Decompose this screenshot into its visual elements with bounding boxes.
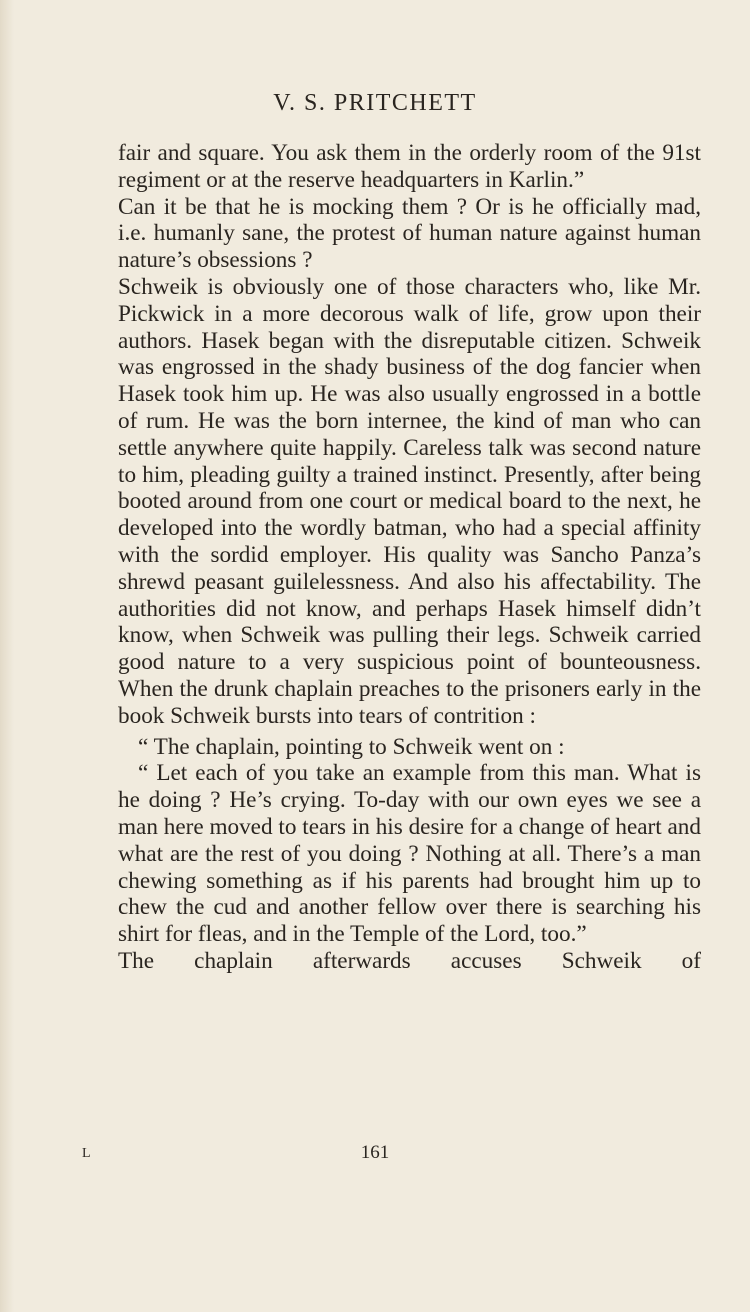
page-edge bbox=[0, 0, 14, 1312]
continuation-line: The chaplain afterwards accuses Schweik of bbox=[118, 947, 701, 974]
page-number: 161 bbox=[360, 1142, 390, 1163]
paragraph-3: Schweik is obviously one of those characters who, like Mr. Pickwick in a more decorous walk of life, grow upon their authors. Hasek began with the disreputable citizen. Schweik was engrossed in the shady business of the dog fancier when Hasek took him up. He was also usually engrossed in a bottle of rum. He was the born internee, the kind of man who can settle anywhere quite happily. Careless talk was second nature to him, pleading guilty a trained instinct. Presently, after being booted around from one court or medical board to the next, he developed into the wordly batman, who had a special affinity with the sordid employer. His quality was Sancho Panza’s shrewd peasant guilelessness. And also his affectability. The authorities did not know, and perhaps Hasek himself didn’t know, when Schweik was pulling their legs. Schweik carried good nature to a very suspicious point of bounteousness. When the drunk chaplain preaches to the prisoners early in the book Schweik bursts into tears of contrition : bbox=[118, 273, 701, 729]
paragraph-1: fair and square. You ask them in the orderly room of the 91st regiment or at the reserve headquarters in Karlin.” bbox=[118, 140, 701, 193]
block-quote bbox=[118, 734, 701, 948]
running-head: V. S. PRITCHETT bbox=[273, 90, 477, 116]
paragraph-2: Can it be that he is mocking them ? Or is he officially mad, i.e. humanly sane, the protest of human nature against human nature’s obsessions ? bbox=[118, 193, 701, 274]
signature-mark: L bbox=[82, 1146, 91, 1161]
quote-line-1: “ The chaplain, pointing to Schweik went on : bbox=[138, 733, 565, 760]
body-text bbox=[118, 140, 701, 975]
quote-paragraph-2: “ Let each of you take an example from this man. What is he doing ? He’s crying. To-day with our own eyes we see a man here moved to tears in his desire for a change of heart and what are the rest of you doing ? Nothing at all. There’s a man chewing something as if his parents had brought him up to chew the cud and another fellow over there is searching his shirt for fleas, and in the Temple of the Lord, too.” bbox=[118, 760, 701, 948]
